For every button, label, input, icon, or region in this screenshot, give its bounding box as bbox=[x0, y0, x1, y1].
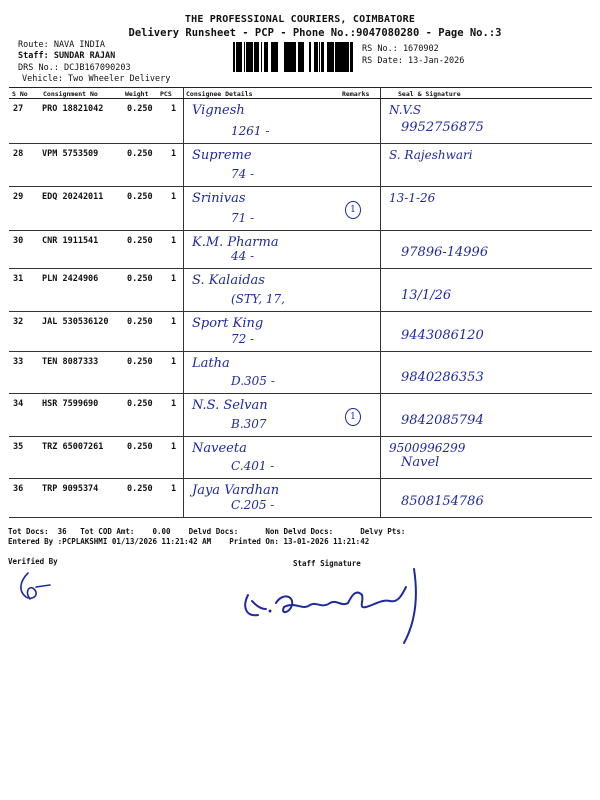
row-seal-signature: 13-1-26 bbox=[389, 191, 436, 205]
table-header bbox=[9, 88, 592, 99]
col-consignee: Consignee Details bbox=[186, 90, 253, 98]
row-consignee-address: C.205 - bbox=[231, 498, 275, 512]
route-label: Route: NAVA INDIA bbox=[18, 40, 105, 50]
row-consignee-address: B.307 bbox=[231, 417, 267, 431]
row-weight: 0.250 bbox=[127, 192, 153, 202]
barcode-image bbox=[232, 42, 358, 72]
row-consignment-no: VPM 5753509 bbox=[42, 149, 99, 159]
staff-label: Staff: SUNDAR RAJAN bbox=[18, 51, 116, 61]
table-row bbox=[9, 352, 592, 394]
vehicle-label: Vehicle: Two Wheeler Delivery bbox=[22, 74, 171, 84]
row-consignment-no: CNR 1911541 bbox=[42, 236, 99, 246]
row-consignee-name: K.M. Pharma bbox=[192, 235, 279, 250]
row-consignee-name: Latha bbox=[192, 356, 230, 371]
row-seal-phone: Navel bbox=[401, 455, 440, 470]
table-row bbox=[9, 312, 592, 352]
staff-signature-mark bbox=[236, 565, 436, 650]
row-sno: 28 bbox=[13, 149, 24, 159]
col-sno: S No bbox=[12, 90, 28, 98]
row-sno: 31 bbox=[13, 274, 24, 284]
row-sno: 27 bbox=[13, 104, 24, 114]
table-row bbox=[9, 269, 592, 312]
row-consignment-no: TRZ 65007261 bbox=[42, 442, 104, 452]
row-sno: 30 bbox=[13, 236, 24, 246]
col-consignment: Consignment No bbox=[43, 90, 98, 98]
table-row bbox=[9, 479, 592, 518]
row-consignee-address: 74 - bbox=[231, 167, 255, 181]
verified-by-label: Verified By bbox=[8, 557, 58, 566]
runsheet-title: Delivery Runsheet - PCP - Phone No.:9047080280 - Page No.:3 bbox=[128, 27, 502, 39]
drs-label: DRS No.: DCJB167090203 bbox=[18, 63, 131, 73]
totals-line-2: Entered By :PCPLAKSHMI 01/13/2026 11:21:42 AM Printed On: 13-01-2026 11:21:42 bbox=[8, 537, 370, 546]
col-seal: Seal & Signature bbox=[398, 90, 461, 98]
staff-signature-label: Staff Signature bbox=[293, 559, 361, 568]
table-row bbox=[9, 144, 592, 187]
row-consignment-no: JAL 530536120 bbox=[42, 317, 109, 327]
company-name: THE PROFESSIONAL COURIERS, COIMBATORE bbox=[184, 14, 416, 25]
table-row bbox=[9, 187, 592, 231]
row-seal-phone: 9842085794 bbox=[401, 413, 484, 428]
rs-date: RS Date: 13-Jan-2026 bbox=[362, 56, 465, 66]
row-pcs: 1 bbox=[171, 274, 177, 284]
row-sno: 33 bbox=[13, 357, 24, 367]
row-consignee-address: 72 - bbox=[231, 332, 255, 346]
row-seal-phone: 9443086120 bbox=[401, 328, 484, 343]
row-consignment-no: PLN 2424906 bbox=[42, 274, 99, 284]
row-consignment-no: TEN 8087333 bbox=[42, 357, 99, 367]
row-sno: 29 bbox=[13, 192, 24, 202]
table-row bbox=[9, 437, 592, 479]
row-consignment-no: PRO 18821042 bbox=[42, 104, 104, 114]
row-sno: 35 bbox=[13, 442, 24, 452]
row-consignee-address: D.305 - bbox=[231, 374, 275, 388]
col-remarks: Remarks bbox=[342, 90, 370, 98]
row-sno: 36 bbox=[13, 484, 24, 494]
row-weight: 0.250 bbox=[127, 317, 153, 327]
row-weight: 0.250 bbox=[127, 484, 153, 494]
row-remark: 1 bbox=[345, 408, 361, 426]
table-body bbox=[9, 99, 592, 518]
verifier-signature-mark bbox=[14, 567, 54, 607]
row-weight: 0.250 bbox=[127, 357, 153, 367]
row-pcs: 1 bbox=[171, 236, 177, 246]
row-consignee-name: Srinivas bbox=[192, 191, 246, 206]
row-consignee-name: Sport King bbox=[192, 316, 264, 331]
rs-number: RS No.: 1670902 bbox=[362, 44, 439, 54]
row-seal-phone: 9840286353 bbox=[401, 370, 484, 385]
row-remark: 1 bbox=[345, 201, 361, 219]
row-weight: 0.250 bbox=[127, 274, 153, 284]
header-right-info bbox=[362, 43, 464, 67]
row-pcs: 1 bbox=[171, 317, 177, 327]
row-weight: 0.250 bbox=[127, 104, 153, 114]
row-seal-signature: N.V.S bbox=[389, 103, 422, 117]
col-weight: Weight bbox=[125, 90, 149, 98]
row-consignee-name: Jaya Vardhan bbox=[192, 483, 280, 498]
row-weight: 0.250 bbox=[127, 442, 153, 452]
runsheet-table bbox=[9, 87, 592, 518]
row-pcs: 1 bbox=[171, 442, 177, 452]
table-row bbox=[9, 99, 592, 144]
row-weight: 0.250 bbox=[127, 236, 153, 246]
row-consignee-address: (STY, 17, bbox=[231, 292, 285, 306]
row-sno: 32 bbox=[13, 317, 24, 327]
row-consignment-no: TRP 9095374 bbox=[42, 484, 99, 494]
row-sno: 34 bbox=[13, 399, 24, 409]
row-pcs: 1 bbox=[171, 357, 177, 367]
row-consignee-address: 44 - bbox=[231, 249, 255, 263]
row-seal-phone: 9952756875 bbox=[401, 120, 484, 135]
row-weight: 0.250 bbox=[127, 149, 153, 159]
header-left-info bbox=[18, 40, 170, 85]
row-consignee-address: 71 - bbox=[231, 211, 255, 225]
row-consignment-no: HSR 7599690 bbox=[42, 399, 99, 409]
row-consignee-name: N.S. Selvan bbox=[192, 398, 268, 413]
row-pcs: 1 bbox=[171, 149, 177, 159]
row-seal-phone: 97896-14996 bbox=[401, 245, 489, 260]
row-weight: 0.250 bbox=[127, 399, 153, 409]
row-pcs: 1 bbox=[171, 484, 177, 494]
row-pcs: 1 bbox=[171, 104, 177, 114]
row-consignee-address: C.401 - bbox=[231, 459, 275, 473]
row-seal-phone: 8508154786 bbox=[401, 494, 484, 509]
row-consignment-no: EDQ 20242011 bbox=[42, 192, 104, 202]
table-row bbox=[9, 231, 592, 269]
row-consignee-name: Vignesh bbox=[192, 103, 245, 118]
col-pcs: PCS bbox=[160, 90, 172, 98]
row-pcs: 1 bbox=[171, 399, 177, 409]
row-consignee-name: Supreme bbox=[192, 148, 252, 163]
row-consignee-name: S. Kalaidas bbox=[192, 273, 265, 288]
row-seal-signature: 9500996299 bbox=[389, 441, 466, 455]
totals-block bbox=[8, 527, 405, 547]
row-seal-phone: 13/1/26 bbox=[401, 288, 452, 303]
row-seal-signature: S. Rajeshwari bbox=[389, 148, 473, 162]
totals-line-1: Tot Docs: 36 Tot COD Amt: 0.00 Delvd Docs: Non Delvd Docs: Delvy Pts: bbox=[8, 527, 406, 536]
row-consignee-name: Naveeta bbox=[192, 441, 247, 456]
table-row bbox=[9, 394, 592, 437]
row-consignee-address: 1261 - bbox=[231, 124, 270, 138]
row-pcs: 1 bbox=[171, 192, 177, 202]
